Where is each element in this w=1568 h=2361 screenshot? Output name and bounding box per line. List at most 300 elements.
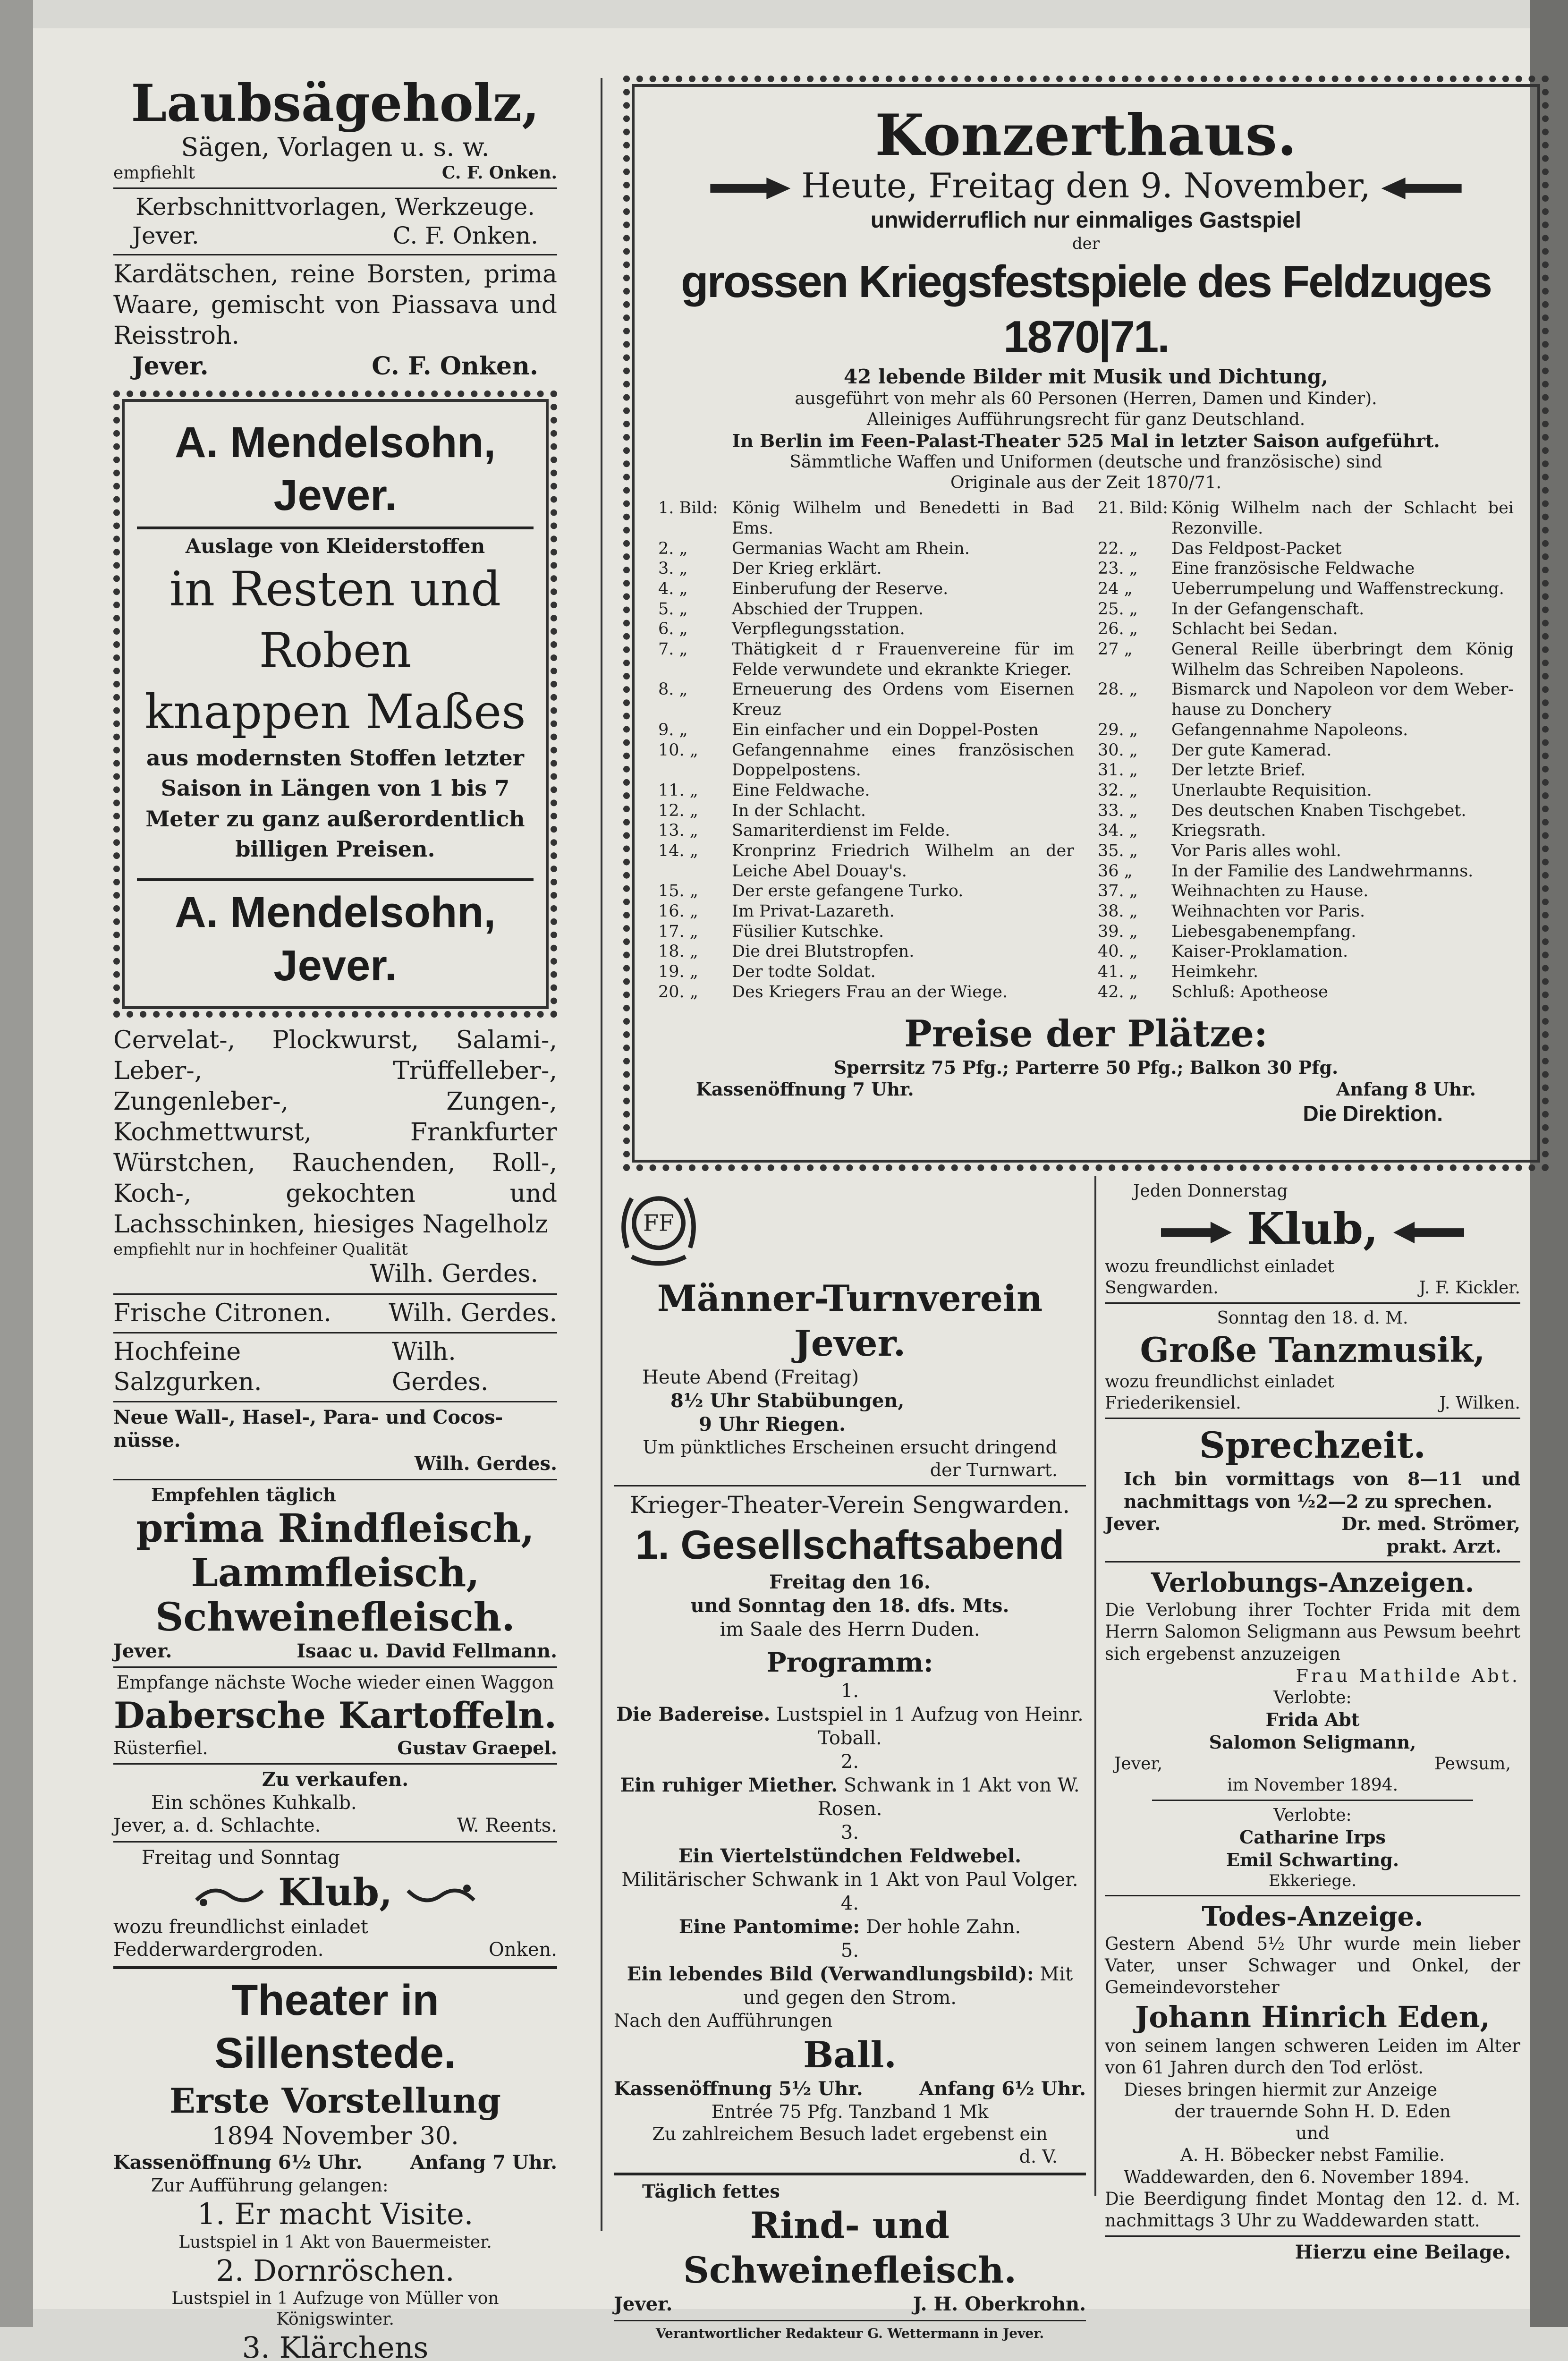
bild-list-item — [1098, 982, 1514, 1002]
bild-list-item — [658, 599, 1074, 620]
bild-list-item — [658, 942, 1074, 962]
program-item-title: Ein Viertelstündchen Feldwebel. — [678, 1845, 1022, 1867]
bild-list-item — [658, 740, 1074, 781]
theater-item2-sub: Lustspiel in 1 Aufzuge von Müller von Königswinter. — [171, 2289, 499, 2329]
todes-l8: Die Beerdigung findet Montag den 12. d. M. nachmittags 3 Uhr zu Waddewarden statt. — [1105, 2188, 1520, 2231]
bild-number: 42. „ — [1098, 982, 1138, 1002]
laubsaege-emp: empfiehlt — [113, 163, 195, 183]
ad-gerdes-nuesse — [113, 1406, 557, 1475]
bild-list-item — [658, 539, 1074, 559]
gerdes-wurst-text: Cervelat-, Plockwurst, Salami-, Leber-, Trüffelleber-, Zungenleber-, Zungen-, Kochmettwurst, Frankfurter Würstchen, Rauchenden, Roll-, Koch-, gekochten und Lachsschinken, hiesiges Nagelholz — [113, 1026, 557, 1239]
bild-list-item — [1098, 679, 1514, 720]
bild-title: Ueberrumpelung und Waffenstreckung. — [1171, 579, 1504, 599]
nuesse-name: Wilh. Gerdes. — [414, 1452, 557, 1475]
ad-kerbschnitt — [113, 193, 557, 250]
pointing-hand-left-icon — [1393, 1222, 1464, 1243]
bild-title: Heimkehr. — [1171, 962, 1259, 982]
theater-sub: Erste Vorstellung — [169, 2080, 501, 2121]
theater-intro: Zur Aufführung gelangen: — [151, 2174, 389, 2196]
bild-number: 30. „ — [1098, 740, 1138, 760]
fellmann-name: Isaac u. David Fellmann. — [297, 1639, 557, 1662]
verlobung-title: Verlobungs-Anzeigen. — [1151, 1567, 1475, 1598]
program-item-detail: Schwank in 1 Akt von W. Rosen. — [817, 1775, 1080, 1820]
bild-title: Der letzte Brief. — [1171, 761, 1306, 780]
bild-title: Schluß: Apotheose — [1171, 982, 1328, 1002]
bild-list-item — [1098, 619, 1514, 639]
program-item-line — [614, 1844, 1086, 1892]
bild-number: 20. „ — [658, 982, 698, 1002]
bild-title: Des Kriegers Frau an der Wiege. — [732, 982, 1008, 1002]
turn-l4: Um pünktliches Erscheinen ersucht dringend — [643, 1437, 1057, 1458]
kerbschnitt-place: Jever. — [132, 221, 199, 249]
program-item-title: Die Badereise. — [616, 1703, 771, 1725]
konzert-l2: der — [1072, 234, 1100, 254]
todes-l3: Dieses bringen hiermit zur Anzeige — [1124, 2079, 1438, 2100]
sprech-title: Sprechzeit. — [1199, 1424, 1426, 1466]
bild-number: 34. „ — [1098, 821, 1138, 841]
krieger-zu: Zu zahlreichem Besuch ladet ergebenst ein — [652, 2123, 1048, 2144]
verlobung-jever: Jever, — [1114, 1754, 1163, 1774]
bild-number: 35. „ — [1098, 841, 1138, 860]
kickler-title-row — [1105, 1202, 1520, 1256]
program-item-line — [614, 1915, 1086, 1939]
todes-name: Johann Hinrich Eden, — [1135, 1999, 1491, 2034]
bild-title: Thätigkeit d r Frauenvereine für im Felde verwundete und ekrankte Krieger. — [732, 640, 1074, 679]
bild-list-item — [1098, 740, 1514, 761]
bilder-list-right — [1098, 498, 1514, 1002]
todes-title: Todes-Anzeige. — [1202, 1901, 1424, 1932]
reents-name: W. Reents. — [457, 1815, 557, 1837]
bild-number: 40. „ — [1098, 942, 1138, 961]
program-item — [614, 1821, 1086, 1892]
kickler-l2: wozu freundlichst einladet — [1105, 1257, 1334, 1276]
konzert-bilder — [658, 498, 1514, 1002]
ad-wilken — [1105, 1308, 1520, 1414]
bild-list-item — [1098, 821, 1514, 841]
bild-list-item — [1098, 539, 1514, 559]
bild-list-item — [1098, 801, 1514, 821]
gurken-name: Wilh. Gerdes. — [391, 1338, 489, 1396]
klub-onken-title: Klub, — [278, 1870, 392, 1915]
fellmann-place: Jever. — [113, 1639, 172, 1662]
bild-number: 7. „ — [658, 640, 688, 659]
bild-number: 33. „ — [1098, 801, 1138, 820]
mendelsohn-bottom: A. Mendelsohn, Jever. — [175, 888, 496, 990]
krieger-entree: Entrée 75 Pfg. Tanzband 1 Mk — [711, 2101, 989, 2122]
wilken-title: Große Tanzmusik, — [1140, 1330, 1485, 1370]
bild-list-item — [1098, 942, 1514, 962]
program-item-line — [614, 1774, 1086, 1821]
bild-number: 27 „ — [1098, 640, 1133, 659]
theater-kasse: Kassenöffnung 6½ Uhr. — [113, 2151, 363, 2174]
program-item-number: 1. — [840, 1680, 859, 1702]
oberkrohn-l1: Täglich fettes — [642, 2181, 780, 2202]
todes-l1: Gestern Abend 5½ Uhr wurde mein lieber Vater, unser Schwager und Onkel, der Gemeindevorsteher — [1105, 1933, 1520, 1998]
bild-title: Kaiser-Proklamation. — [1171, 942, 1348, 961]
bild-list-item — [658, 962, 1074, 982]
ornament-left-icon — [194, 1881, 265, 1910]
bild-title: Samariterdienst im Felde. — [732, 821, 950, 841]
konzert-kasse: Kassenöffnung 7 Uhr. — [696, 1078, 914, 1100]
ad-gerdes-gurken — [113, 1337, 557, 1397]
klub-onken-l1: Freitag und Sonntag — [142, 1847, 340, 1869]
verlobung-q2: Emil Schwarting. — [1226, 1849, 1399, 1870]
ad-krieger-theater — [614, 1490, 1086, 2168]
bild-number: 8. „ — [658, 680, 688, 699]
program-item-number: 2. — [840, 1751, 859, 1773]
konzert-date-row — [658, 165, 1514, 207]
krieger-l1: Freitag den 16. — [769, 1571, 931, 1593]
program-item-detail: Lustspiel in 1 Aufzug von Heinr. Toball. — [776, 1704, 1084, 1749]
turn-title: Männer-Turnverein Jever. — [657, 1277, 1043, 1364]
bild-number: 24 „ — [1098, 579, 1133, 599]
turn-sign: der Turnwart. — [930, 1459, 1058, 1480]
konzert-sign: Die Direktion. — [1303, 1101, 1443, 1126]
oberkrohn-name: J. H. Oberkrohn. — [913, 2293, 1086, 2315]
konzert-l4: ausgeführt von mehr als 60 Personen (Herren, Damen und Kinder). — [795, 389, 1377, 409]
bild-title: Erneuerung des Ordens vom Eisernen Kreuz — [732, 680, 1074, 720]
ad-fellmann — [113, 1484, 557, 1663]
bild-number: 37. „ — [1098, 882, 1138, 901]
bild-number: 22. „ — [1098, 539, 1138, 558]
bild-number: 6. „ — [658, 620, 688, 639]
mendelsohn-auslage: Auslage von Kleiderstoffen — [185, 535, 485, 558]
bild-number: 21. Bild: — [1098, 499, 1169, 518]
wilken-name: J. Wilken. — [1439, 1393, 1520, 1413]
konzert-l6: In Berlin im Feen-Palast-Theater 525 Mal in letzter Saison aufgeführt. — [732, 430, 1440, 452]
program-item-detail: Mit und gegen den Strom. — [743, 1963, 1073, 2009]
bild-list-item — [1098, 599, 1514, 620]
bild-list-item — [1098, 841, 1514, 861]
turn-l1: Heute Abend (Freitag) — [642, 1367, 859, 1388]
bild-number: 16. „ — [658, 902, 698, 921]
krieger-l2: und Sonntag den 18. dfs. Mts. — [690, 1595, 1009, 1617]
krieger-title: 1. Gesellschaftsabend — [635, 1522, 1065, 1568]
krieger-ball: Ball. — [803, 2033, 897, 2076]
bild-list-item — [658, 982, 1074, 1002]
graepel-place: Rüsterfiel. — [113, 1738, 208, 1759]
column-rule-2 — [1094, 1176, 1096, 2196]
konzert-anfang: Anfang 8 Uhr. — [1336, 1078, 1476, 1100]
citronen-name: Wilh. Gerdes. — [389, 1299, 557, 1327]
bild-title: Eine Feldwache. — [732, 781, 870, 800]
bild-title: Einberufung der Reserve. — [732, 579, 949, 599]
page-edge-left — [0, 0, 33, 2327]
ad-oberkrohn — [614, 2180, 1086, 2316]
bild-list-item — [1098, 559, 1514, 579]
gerdes-wurst-name: Wilh. Gerdes. — [370, 1260, 538, 1289]
bild-list-item — [1098, 861, 1514, 882]
graepel-name: Gustav Graepel. — [397, 1737, 557, 1759]
verlobung-p1: Frida Abt — [1265, 1709, 1360, 1731]
fellmann-l1: prima Rindfleisch, — [136, 1505, 534, 1551]
bild-list-item — [1098, 901, 1514, 922]
turn-l2: 8½ Uhr Stabübungen, — [670, 1390, 905, 1412]
bild-title: Verpflegungsstation. — [732, 620, 905, 639]
konzert-l3: 42 lebende Bilder mit Musik und Dichtung, — [843, 365, 1329, 389]
program-item-number: 3. — [840, 1822, 859, 1843]
kardaetschen-place: Jever. — [132, 351, 209, 381]
todes-l7: Waddewarden, den 6. November 1894. — [1124, 2166, 1470, 2187]
sprech-sub: prakt. Arzt. — [1386, 1535, 1501, 1557]
bild-title: Weihnachten vor Paris. — [1171, 902, 1365, 921]
ad-konzerthaus — [623, 76, 1549, 1171]
wilken-l2: wozu freundlichst einladet — [1105, 1372, 1334, 1392]
bild-list-item — [1098, 639, 1514, 679]
todes-l2: von seinem langen schweren Leiden im Alter von 61 Jahren durch den Tod erlöst. — [1105, 2036, 1520, 2078]
bild-number: 38. „ — [1098, 902, 1138, 921]
bild-number: 13. „ — [658, 821, 698, 841]
pointing-hand-right-icon — [710, 178, 790, 199]
bild-number: 1. Bild: — [658, 499, 718, 518]
citronen-text: Frische Citronen. — [113, 1299, 331, 1327]
bild-number: 12. „ — [658, 801, 698, 820]
bild-title: General Reille überbringt dem König Wilhelm das Schreiben Napoleons. — [1171, 640, 1514, 679]
bild-title: Bismarck und Napoleon vor dem Weber-hause zu Donchery — [1171, 680, 1514, 720]
konzert-preise: Preise der Plätze: — [904, 1012, 1268, 1056]
ad-klub-kickler — [1105, 1180, 1520, 1299]
theater-item1: 1. Er macht Visite. — [197, 2197, 474, 2232]
bild-number: 18. „ — [658, 942, 698, 961]
reents-l1: Ein schönes Kuhkalb. — [151, 1792, 357, 1814]
bild-title: König Wilhelm und Benedetti in Bad Ems. — [732, 499, 1074, 538]
program-item-title: Ein ruhiger Miether. — [620, 1774, 838, 1796]
program-item-title: Ein lebendes Bild (Verwandlungsbild): — [627, 1963, 1034, 1985]
verlobung-q1: Catharine Irps — [1239, 1826, 1386, 1848]
todes-l6: A. H. Böbecker nebst Familie. — [1180, 2145, 1445, 2166]
bild-number: 19. „ — [658, 962, 698, 982]
mendelsohn-body: aus modernsten Stoffen letzter Saison in Längen von 1 bis 7 Meter zu ganz außerordentlich billigen Preisen. — [145, 745, 525, 862]
bild-list-item — [658, 881, 1074, 901]
theater-anfang: Anfang 7 Uhr. — [410, 2151, 557, 2174]
ad-theater-sillenstede — [113, 1974, 557, 2361]
gurken-text: Hochfeine Salzgurken. — [113, 1338, 262, 1396]
konzert-l7: Sämmtliche Waffen und Uniformen (deutsche und französische) sind Originale aus der Zeit 1870/71. — [789, 452, 1382, 493]
kickler-title: Klub, — [1246, 1203, 1379, 1254]
ad-gerdes-wurst — [113, 1025, 557, 1290]
bild-number: 39. „ — [1098, 922, 1138, 941]
bild-number: 29. „ — [1098, 720, 1138, 739]
bild-title: König Wilhelm nach der Schlacht bei Rezonville. — [1171, 499, 1514, 538]
program-item — [614, 1939, 1086, 2010]
bild-list-item — [1098, 720, 1514, 740]
bild-list-item — [658, 498, 1074, 538]
pointing-hand-left-icon — [1382, 178, 1462, 199]
graepel-title: Dabersche Kartoffeln. — [113, 1694, 557, 1736]
laubsaege-name: C. F. Onken. — [441, 162, 557, 183]
bild-list-item — [1098, 922, 1514, 942]
bild-list-item — [1098, 579, 1514, 599]
kickler-place: Sengwarden. — [1105, 1278, 1219, 1298]
bild-title: In der Schlacht. — [732, 801, 866, 820]
mendelsohn-top: A. Mendelsohn, Jever. — [175, 418, 496, 520]
ad-laubsaegeholz — [113, 76, 557, 184]
bild-list-item — [1098, 781, 1514, 801]
kardaetschen-text: Kardätschen, reine Borsten, prima Waare, gemischt von Piassava und Reisstroh. — [113, 260, 557, 350]
krieger-nach: Nach den Aufführungen — [614, 2010, 833, 2031]
bild-title: Der Krieg erklärt. — [732, 559, 882, 578]
bild-list-item — [658, 559, 1074, 579]
krieger-anfang: Anfang 6½ Uhr. — [919, 2077, 1086, 2100]
bild-title: Weihnachten zu Hause. — [1171, 882, 1369, 901]
verlobung-pewsum: Pewsum, — [1434, 1754, 1511, 1774]
ad-reents — [113, 1768, 557, 1837]
reents-title: Zu verkaufen. — [262, 1768, 409, 1791]
kerbschnitt-name: C. F. Onken. — [392, 221, 538, 249]
program-item-number: 5. — [840, 1940, 859, 1962]
bild-list-item — [1098, 498, 1514, 538]
konzert-preise-detail: Sperrsitz 75 Pfg.; Parterre 50 Pfg.; Balkon 30 Pfg. — [833, 1056, 1339, 1078]
klub-onken-name: Onken. — [489, 1939, 557, 1961]
ad-klub-onken — [113, 1846, 557, 1962]
bild-number: 26. „ — [1098, 620, 1138, 639]
sprech-name: Dr. med. Strömer, — [1341, 1513, 1520, 1534]
gerdes-wurst-small: empfiehlt nur in hochfeiner Qualität — [113, 1240, 408, 1259]
bild-list-item — [658, 639, 1074, 679]
pointing-hand-right-icon — [1161, 1222, 1232, 1243]
fellmann-l2: Lammfleisch, — [191, 1550, 480, 1596]
ad-kardaetschen — [113, 259, 557, 381]
bild-list-item — [658, 619, 1074, 639]
oberkrohn-place: Jever. — [614, 2293, 673, 2315]
bild-number: 5. „ — [658, 599, 688, 619]
bild-title: Kronprinz Friedrich Wilhelm an der Leiche Abel Douay's. — [732, 841, 1074, 881]
right-column — [1105, 1180, 1520, 2264]
krieger-prog: Programm: — [766, 1647, 933, 1678]
turnverein-emblem-icon — [614, 1180, 703, 1270]
ornament-right-icon — [406, 1881, 476, 1910]
program-item-line — [614, 1703, 1086, 1750]
ad-verlobung — [1105, 1566, 1520, 1891]
turn-l3: 9 Uhr Riegen. — [699, 1413, 846, 1435]
konzert-l5: Alleiniges Aufführungsrecht für ganz Deutschland. — [866, 410, 1305, 430]
bild-number: 2. „ — [658, 539, 688, 558]
mendelsohn-big2: knappen Maßes — [144, 684, 526, 739]
kerbschnitt-line: Kerbschnittvorlagen, Werkzeuge. — [135, 193, 535, 221]
konzert-l1: unwiderruflich nur einmaliges Gastspiel — [870, 207, 1302, 233]
ad-turnverein — [614, 1180, 1086, 1481]
bild-title: Liebesgabenempfang. — [1171, 922, 1356, 941]
bild-list-item — [658, 579, 1074, 599]
kickler-name: J. F. Kickler. — [1419, 1278, 1520, 1298]
krieger-sign: d. V. — [1019, 2146, 1058, 2167]
konzert-date: Heute, Freitag den 9. November, — [801, 166, 1371, 205]
bild-number: 14. „ — [658, 841, 698, 860]
svg-text:FF: FF — [643, 1210, 674, 1237]
bild-number: 3. „ — [658, 559, 688, 578]
laubsaege-title: Laubsägeholz, — [131, 74, 540, 133]
bild-list-item — [658, 781, 1074, 801]
theater-item2: 2. Dornröschen. — [216, 2253, 455, 2288]
bild-title: Eine französische Feldwache — [1171, 559, 1415, 578]
bild-list-item — [1098, 760, 1514, 781]
bild-number: 4. „ — [658, 579, 688, 599]
bild-number: 23. „ — [1098, 559, 1138, 578]
bild-title: Der todte Soldat. — [732, 962, 876, 982]
sprech-place: Jever. — [1105, 1513, 1161, 1534]
verlobung-name: Frau Mathilde Abt. — [1296, 1665, 1520, 1686]
bild-list-item — [658, 801, 1074, 821]
bild-number: 41. „ — [1098, 962, 1138, 982]
reents-place: Jever, a. d. Schlachte. — [113, 1815, 321, 1837]
bild-number: 9. „ — [658, 720, 688, 739]
graepel-intro: Empfange nächste Woche wieder einen Waggon — [116, 1672, 554, 1693]
bild-list-item — [658, 901, 1074, 922]
program-item-number: 4. — [840, 1893, 859, 1914]
konzert-big: grossen Kriegsfestspiele des Feldzuges 1870|71. — [681, 256, 1491, 362]
laubsaege-sub: Sägen, Vorlagen u. s. w. — [181, 132, 490, 162]
bild-title: In der Familie des Landwehrmanns. — [1171, 861, 1474, 881]
bild-title: Germanias Wacht am Rhein. — [732, 539, 970, 558]
fellmann-l3: Schweinefleisch. — [155, 1595, 515, 1640]
bild-number: 32. „ — [1098, 781, 1138, 800]
bild-number: 28. „ — [1098, 680, 1138, 699]
todes-l5: und — [1296, 2123, 1330, 2143]
wilken-place: Friederikensiel. — [1105, 1393, 1241, 1413]
program-item-detail: Der hohle Zahn. — [865, 1916, 1021, 1938]
program-item-detail: Militärischer Schwank in 1 Akt von Paul Volger. — [621, 1869, 1078, 1891]
mendelsohn-big1: in Resten und Roben — [169, 561, 501, 678]
bild-title: Gefangennahme Napoleons. — [1171, 720, 1408, 739]
program-item-line — [614, 1962, 1086, 2010]
kardaetschen-name: C. F. Onken. — [372, 351, 538, 381]
bild-list-item — [658, 679, 1074, 720]
bild-title: Der erste gefangene Turko. — [732, 882, 964, 901]
verlobung-date: im November 1894. — [1227, 1775, 1398, 1795]
bild-title: Vor Paris alles wohl. — [1171, 841, 1341, 860]
footer-redakteur: Verantwortlicher Redakteur G. Wettermann in Jever. — [655, 2325, 1044, 2341]
kickler-l1: Jeden Donnerstag — [1133, 1181, 1288, 1201]
bild-number: 17. „ — [658, 922, 698, 941]
bild-title: Gefangennahme eines französischen Doppelpostens. — [732, 740, 1074, 780]
bild-list-item — [1098, 962, 1514, 982]
bild-title: Des deutschen Knaben Tischgebet. — [1171, 801, 1466, 820]
bild-title: Abschied der Truppen. — [732, 599, 924, 619]
klub-onken-title-row — [113, 1869, 557, 1916]
bild-number: 10. „ — [658, 740, 698, 760]
theater-item1-sub: Lustspiel in 1 Akt von Bauermeister. — [178, 2232, 492, 2252]
bild-number: 25. „ — [1098, 599, 1138, 619]
bild-list-item — [658, 841, 1074, 881]
program-item — [614, 1892, 1086, 1939]
ad-graepel — [113, 1672, 557, 1759]
theater-title: Theater in Sillenstede. — [214, 1976, 456, 2078]
konzert-title: Konzerthaus. — [875, 102, 1297, 169]
bild-list-item — [658, 720, 1074, 740]
krieger-head: Krieger-Theater-Verein Sengwarden. — [629, 1491, 1070, 1519]
ad-sprechzeit — [1105, 1423, 1520, 1557]
ad-mendelsohn — [113, 391, 557, 1018]
todes-l4: der trauernde Sohn H. D. Eden — [1174, 2101, 1451, 2122]
bild-number: 11. „ — [658, 781, 698, 800]
verlobung-p2: Salomon Seligmann, — [1209, 1731, 1416, 1753]
column-rule-1 — [601, 78, 602, 2231]
verlobung-place2: Ekkeriege. — [1268, 1871, 1357, 1891]
bild-title: Im Privat-Lazareth. — [732, 902, 895, 921]
bild-list-item — [658, 821, 1074, 841]
wilken-l1: Sonntag den 18. d. M. — [1217, 1308, 1408, 1328]
bild-title: In der Gefangenschaft. — [1171, 599, 1365, 619]
theater-date: 1894 November 30. — [212, 2122, 459, 2150]
krieger-l3: im Saale des Herrn Duden. — [720, 1619, 980, 1640]
sprech-text: Ich bin vormittags von 8—11 und nachmittags von ½2—2 zu sprechen. — [1124, 1468, 1520, 1512]
theater-item3: 3. Klärchens — [242, 2330, 429, 2361]
beilage-note: Hierzu eine Beilage. — [1295, 2241, 1511, 2264]
ad-gerdes-citronen — [113, 1299, 557, 1328]
bild-title: Schlacht bei Sedan. — [1171, 620, 1338, 639]
bild-title: Füsilier Kutschke. — [732, 922, 884, 941]
bild-number: 15. „ — [658, 882, 698, 901]
